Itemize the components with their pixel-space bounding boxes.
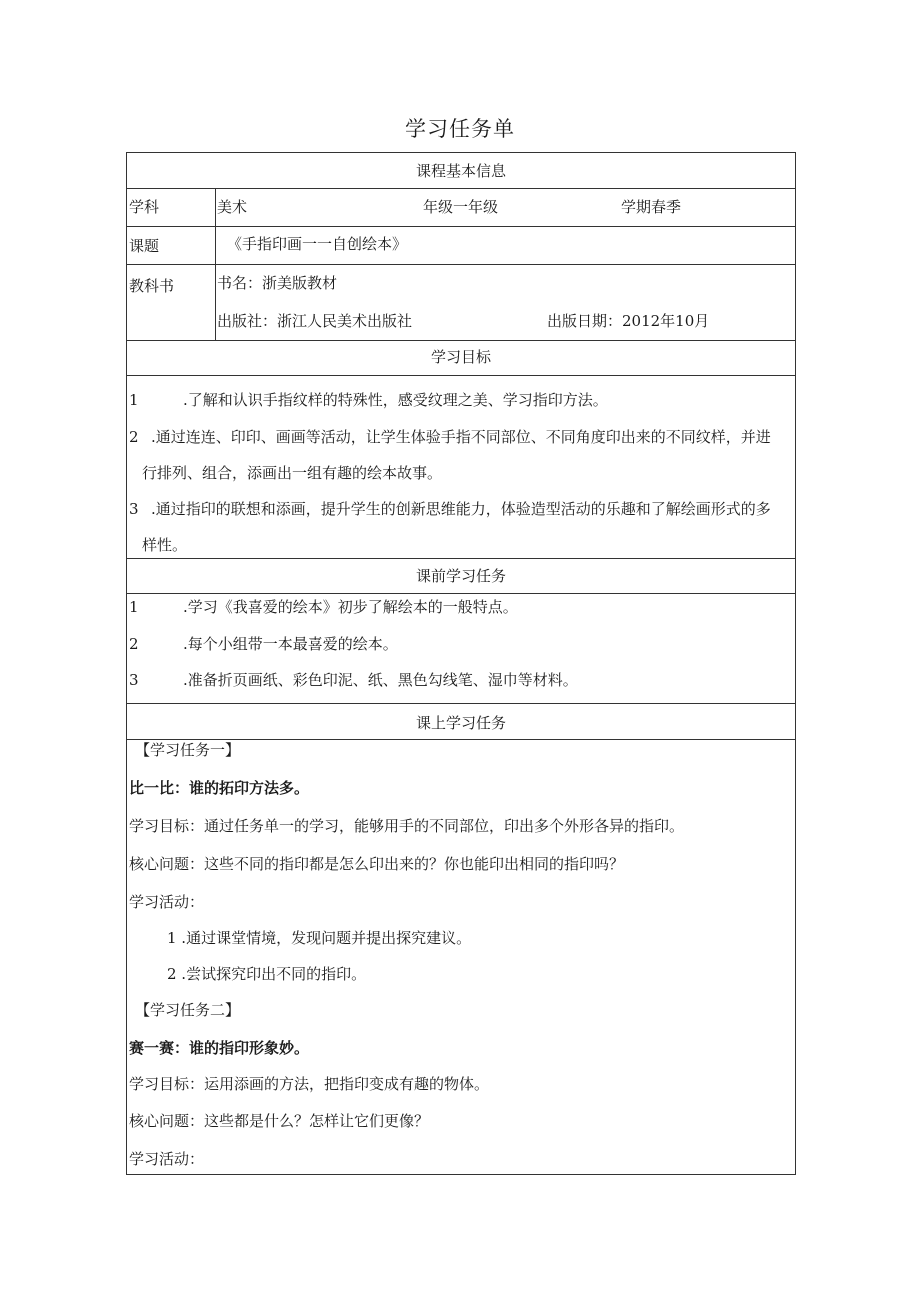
topic-value: 《手指印画一一自创绘本》 [227,235,408,253]
row-divider [127,375,795,376]
pre-task-text: .准备折页画纸、彩色印泥、纸、黑色勾线笔、湿巾等材料。 [183,671,578,689]
row-divider [127,340,795,341]
task-activity-label: 学习活动： [129,1150,205,1168]
section-header-goals: 学习目标 [430,348,491,366]
task-activity-item: 1 .通过课堂情境，发现问题并提出探究建议。 [167,929,472,947]
task-heading: 赛一赛：谁的指印形象妙。 [129,1039,310,1057]
row-divider [127,226,795,227]
pre-task-number: 3 [129,671,139,689]
textbook-label: 教科书 [129,277,175,295]
section-header-basic-info: 课程基本信息 [415,162,506,180]
pre-task-text: .每个小组带一本最喜爱的绘本。 [183,635,398,653]
section-header-in-class: 课上学习任务 [415,714,506,732]
row-divider [127,558,795,559]
term-value: 学期春季 [621,198,682,216]
subject-label: 学科 [129,198,160,216]
task-activity-item: 2 .尝试探究印出不同的指印。 [167,965,367,983]
row-divider [127,703,795,704]
section-header-pre-class: 课前学习任务 [415,567,506,585]
subject-value: 美术 [217,198,248,216]
row-divider [127,593,795,594]
publish-date: 出版日期：2012年10月 [547,312,710,330]
pre-task-number: 1 [129,598,139,616]
task-label: 【学习任务一】 [135,741,241,759]
goal-text: .了解和认识手指纹样的特殊性，感受纹理之美、学习指印方法。 [183,391,608,409]
pre-task-number: 2 [129,635,139,653]
goal-text: .通过连连、印印、画画等活动，让学生体验手指不同部位、不同角度印出来的不同纹样，并进 [151,428,771,446]
row-divider [127,739,795,740]
task-label: 【学习任务二】 [135,1001,241,1019]
task-heading: 比一比：谁的拓印方法多。 [129,779,310,797]
book-name: 书名：浙美版教材 [217,274,338,292]
page-title: 学习任务单 [405,117,515,141]
task-question: 核心问题：这些不同的指印都是怎么印出来的？你也能印出相同的指印吗？ [129,855,625,873]
publisher: 出版社：浙江人民美术出版社 [217,312,413,330]
goal-text-continued: 行排列、组合，添画出一组有趣的绘本故事。 [142,464,443,482]
goal-text: .通过指印的联想和添画，提升学生的创新思维能力，体验造型活动的乐趣和了解绘画形式的多 [151,500,771,518]
task-goal: 学习目标：通过任务单一的学习，能够用手的不同部位，印出多个外形各异的指印。 [129,817,685,835]
topic-label: 课题 [129,237,160,255]
goal-number: 3 [129,500,139,518]
task-goal: 学习目标：运用添画的方法，把指印变成有趣的物体。 [129,1075,490,1093]
row-divider [127,188,795,189]
row-divider [127,264,795,265]
column-divider [215,188,216,340]
goal-number: 2 [129,428,139,446]
task-activity-label: 学习活动： [129,893,205,911]
grade-value: 年级一年级 [423,198,499,216]
pre-task-text: .学习《我喜爱的绘本》初步了解绘本的一般特点。 [183,598,518,616]
goal-number: 1 [129,391,139,409]
task-table [126,152,796,1175]
task-question: 核心问题：这些都是什么？怎样让它们更像？ [129,1112,430,1130]
goal-text-continued: 样性。 [142,536,188,554]
